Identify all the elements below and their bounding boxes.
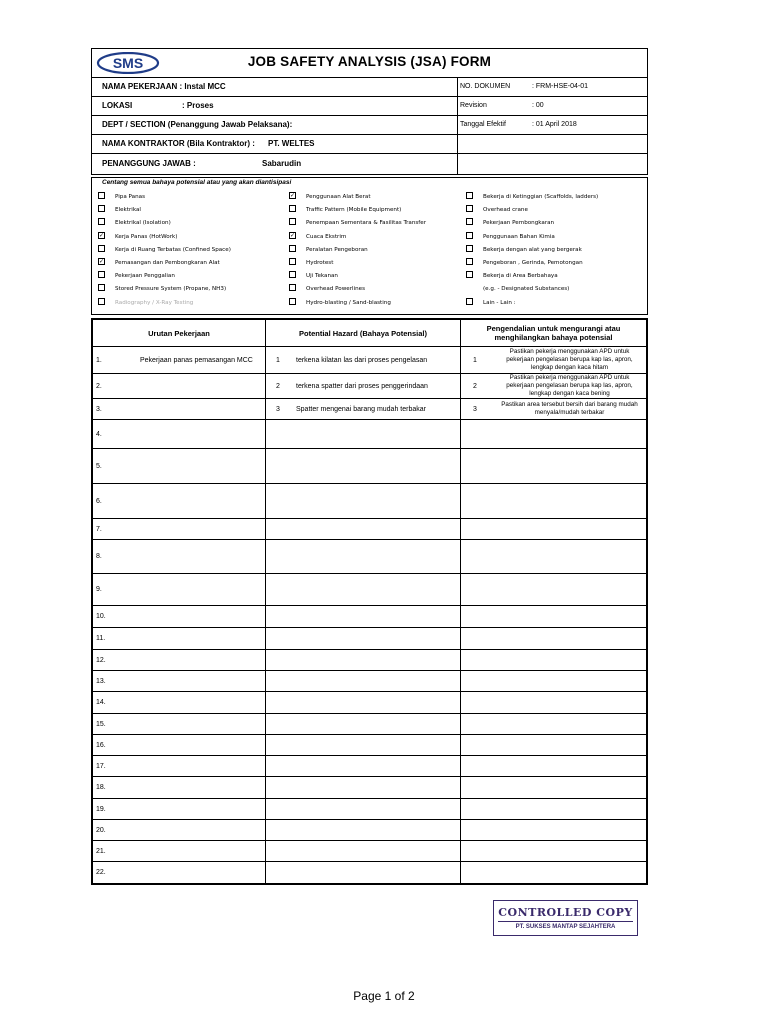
row-number: 13. xyxy=(96,677,106,685)
table-row xyxy=(93,628,647,650)
info-row xyxy=(92,97,647,116)
row-number: 11. xyxy=(96,635,106,642)
hazard-cell[interactable] xyxy=(266,671,461,692)
hazard-cell[interactable] xyxy=(266,399,461,420)
hazard-text: terkena kilatan las dari proses pengelasan xyxy=(296,356,428,364)
control-cell[interactable] xyxy=(461,862,647,884)
control-cell[interactable] xyxy=(461,420,647,449)
hazard-cell[interactable] xyxy=(266,692,461,714)
checkbox[interactable] xyxy=(466,271,473,278)
jsa-form xyxy=(91,48,648,885)
checkbox[interactable] xyxy=(466,218,473,225)
row-number: 20. xyxy=(96,826,106,834)
row-number: 6. xyxy=(96,497,102,505)
checklist-label: Radiography / X-Ray Testing xyxy=(115,299,194,306)
control-cell[interactable] xyxy=(461,540,647,574)
table-row xyxy=(93,756,647,777)
hazard-number: 1 xyxy=(276,356,280,364)
control-cell[interactable] xyxy=(461,735,647,756)
hazard-cell[interactable] xyxy=(266,519,461,540)
table-row xyxy=(93,420,647,449)
hazard-cell[interactable] xyxy=(266,714,461,735)
checklist-item xyxy=(289,258,333,268)
hazard-cell[interactable] xyxy=(266,347,461,374)
task-cell[interactable] xyxy=(93,399,266,420)
task-cell[interactable] xyxy=(93,540,266,574)
row-number: 17. xyxy=(96,762,106,770)
task-cell[interactable] xyxy=(93,671,266,692)
checkbox[interactable] xyxy=(289,284,296,291)
checklist-label: Pekerjaan Penggalian xyxy=(115,273,175,280)
hazard-checklist xyxy=(91,177,648,315)
task-cell[interactable] xyxy=(93,606,266,628)
revision-value: : 00 xyxy=(532,102,544,109)
checklist-label: Kerja di Ruang Terbatas (Confined Space) xyxy=(115,246,231,253)
control-cell[interactable] xyxy=(461,574,647,606)
checklist-item xyxy=(289,218,426,228)
no-dokumen-label: NO. DOKUMEN xyxy=(460,83,511,90)
hazard-cell[interactable] xyxy=(266,449,461,484)
checkbox[interactable] xyxy=(466,245,473,252)
control-cell[interactable] xyxy=(461,756,647,777)
checkbox[interactable] xyxy=(98,284,105,291)
task-cell[interactable] xyxy=(93,449,266,484)
checkbox[interactable] xyxy=(466,298,473,305)
control-number: 1 xyxy=(473,356,477,364)
checkbox[interactable] xyxy=(289,298,296,305)
info-row xyxy=(92,135,647,154)
checklist-label: Uji Tekanan xyxy=(306,273,338,280)
checkbox[interactable] xyxy=(98,192,105,199)
checklist-item xyxy=(289,192,371,202)
hazard-cell[interactable] xyxy=(266,420,461,449)
checklist-item xyxy=(98,192,145,202)
checkbox[interactable] xyxy=(466,205,473,212)
kontraktor-value: PT. WELTES xyxy=(268,139,315,148)
task-cell[interactable] xyxy=(93,692,266,714)
table-row xyxy=(93,714,647,735)
table-row xyxy=(93,650,647,671)
control-cell[interactable] xyxy=(461,777,647,799)
row-number: 4. xyxy=(96,430,102,438)
checkbox[interactable] xyxy=(98,298,105,305)
row-number: 21. xyxy=(96,847,106,855)
control-cell[interactable] xyxy=(461,692,647,714)
lokasi-value: : Proses xyxy=(182,101,214,110)
task-cell[interactable] xyxy=(93,519,266,540)
checklist-label: Overhead Powerlines xyxy=(306,286,366,293)
header-urutan: Urutan Pekerjaan xyxy=(93,320,266,347)
row-number: 19. xyxy=(96,805,106,813)
nama-pekerjaan: NAMA PEKERJAAN : Instal MCC xyxy=(102,82,226,91)
task-cell[interactable] xyxy=(93,420,266,449)
control-cell[interactable] xyxy=(461,374,647,399)
revision-label: Revision xyxy=(460,102,487,109)
header-hazard: Potential Hazard (Bahaya Potensial) xyxy=(266,320,461,347)
hazard-cell[interactable] xyxy=(266,862,461,884)
info-row xyxy=(92,116,647,135)
checklist-label: Hydrotest xyxy=(306,260,334,266)
checkbox[interactable] xyxy=(289,205,296,212)
checklist-item xyxy=(98,258,220,268)
hazard-cell[interactable] xyxy=(266,574,461,606)
checkbox[interactable] xyxy=(289,218,296,225)
hazard-cell[interactable] xyxy=(266,756,461,777)
checklist-label: Penempaan Sementara & Fasilitas Transfer xyxy=(306,220,426,227)
checklist-item xyxy=(98,245,231,255)
checkbox[interactable] xyxy=(98,245,105,252)
table-row xyxy=(93,671,647,692)
tanggal-label: Tanggal Efektif xyxy=(460,121,506,128)
control-cell[interactable] xyxy=(461,484,647,519)
checkbox[interactable] xyxy=(98,271,105,278)
row-number: 1. xyxy=(96,356,102,364)
hazard-cell[interactable] xyxy=(266,484,461,519)
checklist-label: Pipa Panas xyxy=(115,194,145,200)
checklist-item xyxy=(98,271,175,281)
hazard-cell[interactable] xyxy=(266,374,461,399)
checkbox[interactable] xyxy=(466,232,473,239)
hazard-cell[interactable] xyxy=(266,606,461,628)
row-number: 7. xyxy=(96,525,102,533)
control-cell[interactable] xyxy=(461,799,647,820)
checklist-item xyxy=(289,245,368,255)
task-cell[interactable] xyxy=(93,735,266,756)
checklist-label: Hydro-blasting / Sand-blasting xyxy=(306,299,391,306)
checklist-item xyxy=(98,232,177,242)
checklist-item xyxy=(289,271,338,281)
checklist-item xyxy=(466,232,555,242)
task-cell[interactable] xyxy=(93,862,266,884)
hazard-cell[interactable] xyxy=(266,540,461,574)
task-cell[interactable] xyxy=(93,347,266,374)
checklist-label: Cuaca Ekstrim xyxy=(306,233,347,240)
checklist-item xyxy=(466,258,583,268)
checklist-label: Stored Pressure System (Propane, NH3) xyxy=(115,286,227,293)
hazard-cell[interactable] xyxy=(266,841,461,862)
control-number: 2 xyxy=(473,382,477,390)
task-cell[interactable] xyxy=(93,799,266,820)
checkbox[interactable] xyxy=(98,218,105,225)
row-number: 9. xyxy=(96,586,102,593)
jsa-table xyxy=(91,318,648,885)
table-row xyxy=(93,841,647,862)
checklist-label: Peralatan Pengeboran xyxy=(306,246,368,253)
checklist-label: Elektrikal (Isolation) xyxy=(115,220,171,227)
control-cell[interactable] xyxy=(461,449,647,484)
kontraktor-label: NAMA KONTRAKTOR (Bila Kontraktor) : xyxy=(102,139,255,148)
checklist-item xyxy=(466,298,516,308)
row-number: 8. xyxy=(96,553,102,560)
checklist-label: Pengeboran , Gerinda, Pemotongan xyxy=(483,260,583,266)
stamp-company: PT. SUKSES MANTAP SEJAHTERA xyxy=(498,921,633,930)
checkbox[interactable] xyxy=(466,258,473,265)
checkbox[interactable]: ✓ xyxy=(290,231,296,239)
control-cell[interactable] xyxy=(461,671,647,692)
hazard-number: 2 xyxy=(276,382,280,390)
no-dokumen-value: : FRM-HSE-04-01 xyxy=(532,83,589,90)
checkbox[interactable] xyxy=(466,192,473,199)
checklist-label: Penggunaan Alat Berat xyxy=(306,194,371,200)
table-row xyxy=(93,862,647,884)
checklist-label: Bekerja dengan alat yang bergerak xyxy=(483,246,582,253)
info-row xyxy=(92,78,647,97)
table-row xyxy=(93,399,647,420)
control-cell[interactable] xyxy=(461,347,647,374)
control-cell[interactable] xyxy=(461,650,647,671)
task-cell[interactable] xyxy=(93,574,266,606)
page-title: JOB SAFETY ANALYSIS (JSA) FORM xyxy=(247,54,492,69)
logo-text: SMS xyxy=(112,55,144,71)
checklist-item xyxy=(98,218,171,228)
row-number: 12. xyxy=(96,656,106,664)
control-cell[interactable] xyxy=(461,606,647,628)
hazard-cell[interactable] xyxy=(266,777,461,799)
control-cell[interactable] xyxy=(461,628,647,650)
row-number: 22. xyxy=(96,869,106,876)
checklist-label: Bekerja di Ketinggian (Scaffolds, ladders) xyxy=(483,194,599,200)
control-cell[interactable] xyxy=(461,519,647,540)
checklist-label: Penggunaan Bahan Kimia xyxy=(483,233,555,240)
lokasi-label: LOKASI xyxy=(102,101,133,110)
checklist-item xyxy=(289,232,346,242)
task-cell[interactable] xyxy=(93,484,266,519)
row-number: 10. xyxy=(96,613,106,620)
control-text: Pastikan pekerja menggunakan APD untuk pekerjaan pengelasan berupa kap las, apron, lengkap dengan kaca hitam xyxy=(506,348,633,371)
hazard-cell[interactable] xyxy=(266,735,461,756)
task-cell[interactable] xyxy=(93,650,266,671)
checklist-title: Centang semua bahaya potensial atau yang akan diantisipasi xyxy=(102,179,292,186)
checklist-item xyxy=(289,205,401,215)
checklist-item xyxy=(466,245,582,255)
form-header xyxy=(92,49,647,78)
table-row xyxy=(93,820,647,841)
hazard-text: Spatter mengenai barang mudah terbakar xyxy=(296,405,426,413)
info-row xyxy=(92,154,647,174)
table-row xyxy=(93,735,647,756)
row-number: 16. xyxy=(96,741,106,749)
header-block xyxy=(91,48,648,175)
checklist-item xyxy=(289,284,365,294)
checkbox[interactable] xyxy=(98,205,105,212)
checklist-label: Bekerja di Area Berbahaya xyxy=(483,273,558,280)
table-row xyxy=(93,692,647,714)
row-number: 2. xyxy=(96,382,102,390)
table-row xyxy=(93,374,647,399)
task-cell[interactable] xyxy=(93,841,266,862)
task-cell[interactable] xyxy=(93,374,266,399)
row-number: 14. xyxy=(96,699,106,706)
control-text: Pastikan area tersebut bersih dari barang mudah menyala/mudah terbakar xyxy=(501,401,638,416)
controlled-copy-stamp xyxy=(493,900,638,936)
checkbox[interactable] xyxy=(289,245,296,252)
checklist-label: Lain - Lain : xyxy=(483,299,516,306)
checkbox[interactable]: ✓ xyxy=(290,192,296,199)
control-cell[interactable] xyxy=(461,820,647,841)
checklist-label: (e.g. - Designated Substances) xyxy=(483,286,570,293)
checkbox[interactable] xyxy=(289,258,296,265)
table-row xyxy=(93,574,647,606)
checklist-item xyxy=(289,298,391,308)
table-row xyxy=(93,540,647,574)
task-cell[interactable] xyxy=(93,714,266,735)
hazard-number: 3 xyxy=(276,405,280,413)
table-row xyxy=(93,484,647,519)
table-row xyxy=(93,606,647,628)
row-number: 18. xyxy=(96,784,106,791)
checklist-label: Elektrikal xyxy=(115,207,141,214)
page-number: Page 1 of 2 xyxy=(353,989,415,1003)
checklist-label: Kerja Panas (HotWork) xyxy=(115,233,178,240)
checklist-item xyxy=(466,205,528,215)
checklist-item xyxy=(98,284,226,294)
checklist-item xyxy=(466,271,558,281)
task-cell[interactable] xyxy=(93,777,266,799)
control-text: Pastikan pekerja menggunakan APD untuk pekerjaan pengelasan berupa kap las, apron, lengkap dengan kaca bening xyxy=(506,374,633,397)
checkbox[interactable]: ✓ xyxy=(99,231,105,239)
row-number: 3. xyxy=(96,405,102,413)
task-text: Pekerjaan panas pemasangan MCC xyxy=(140,356,253,364)
checklist-item xyxy=(466,284,569,294)
checkbox[interactable] xyxy=(289,271,296,278)
checklist-item xyxy=(466,218,554,228)
control-cell[interactable] xyxy=(461,841,647,862)
control-number: 3 xyxy=(473,405,477,413)
checklist-label: Traffic Pattern (Mobile Equipment) xyxy=(306,207,402,214)
hazard-cell[interactable] xyxy=(266,820,461,841)
control-cell[interactable] xyxy=(461,714,647,735)
dept-section: DEPT / SECTION (Penanggung Jawab Pelaksana): xyxy=(102,120,293,129)
control-cell[interactable] xyxy=(461,399,647,420)
hazard-cell[interactable] xyxy=(266,650,461,671)
task-cell[interactable] xyxy=(93,820,266,841)
checklist-item xyxy=(98,205,141,215)
hazard-text: terkena spatter dari proses penggerindaan xyxy=(296,382,428,390)
row-number: 15. xyxy=(96,720,106,728)
tanggal-value: : 01 April 2018 xyxy=(532,121,577,128)
hazard-cell[interactable] xyxy=(266,628,461,650)
checklist-item xyxy=(98,298,193,308)
table-row xyxy=(93,449,647,484)
hazard-cell[interactable] xyxy=(266,799,461,820)
pj-label: PENANGGUNG JAWAB : xyxy=(102,159,196,168)
checkbox[interactable]: ✓ xyxy=(99,258,105,265)
table-row xyxy=(93,799,647,820)
stamp-title: CONTROLLED COPY xyxy=(498,906,633,919)
row-number: 5. xyxy=(96,462,102,470)
table-row xyxy=(93,347,647,374)
header-pengendalian: Pengendalian untuk mengurangi atau menghilangkan bahaya potensial xyxy=(461,320,647,347)
checklist-item xyxy=(466,192,598,202)
table-row xyxy=(93,519,647,540)
checklist-label: Pemasangan dan Pembongkaran Alat xyxy=(115,260,220,266)
pj-value: Sabarudin xyxy=(262,159,302,168)
checklist-label: Overhead crane xyxy=(483,207,528,214)
checklist-label: Pekerjaan Pembongkaran xyxy=(483,220,555,227)
task-cell[interactable] xyxy=(93,756,266,777)
task-cell[interactable] xyxy=(93,628,266,650)
table-row xyxy=(93,777,647,799)
